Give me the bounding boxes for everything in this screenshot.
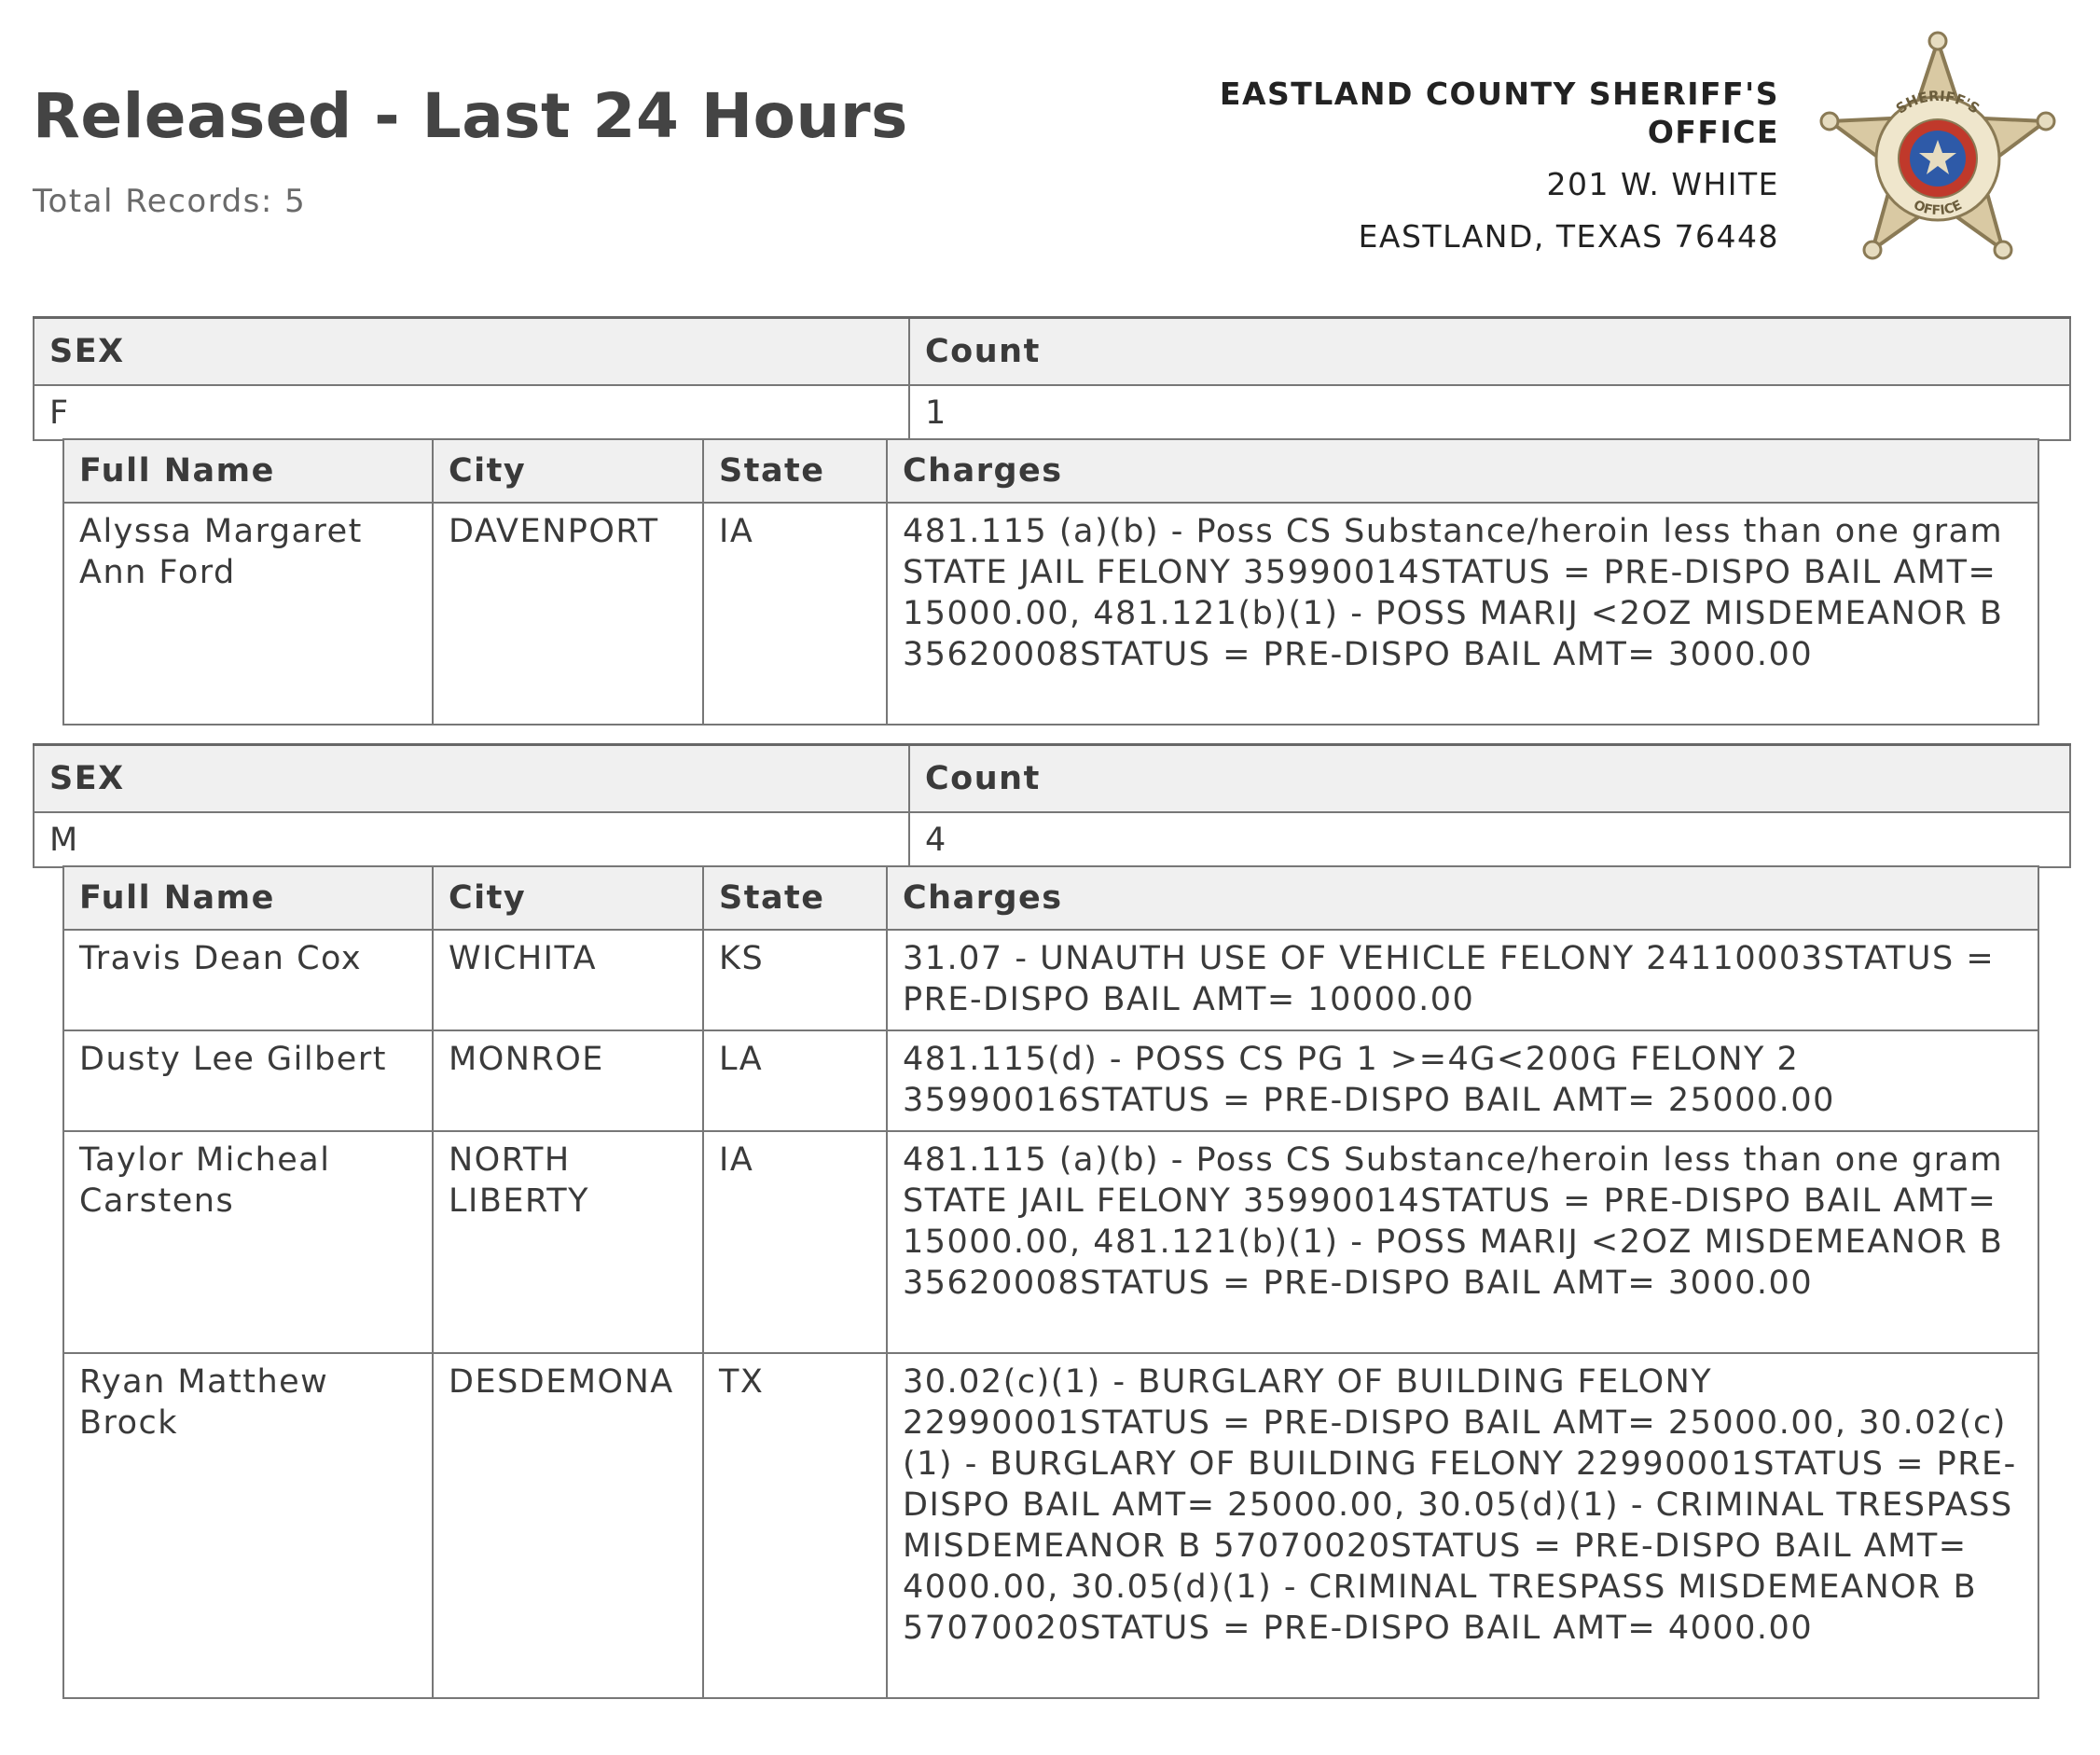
state-cell: IA	[703, 503, 887, 725]
seal-text-top: SHERIFF'S	[1892, 87, 1983, 117]
city-cell: DAVENPORT	[433, 503, 703, 725]
sex-value: M	[34, 812, 909, 867]
city-header: City	[433, 866, 703, 930]
sex-summary-table	[33, 743, 2071, 868]
state-cell: IA	[703, 1131, 887, 1353]
release-detail-table	[62, 438, 2039, 725]
state-header: State	[703, 866, 887, 930]
full-name-cell: Dusty Lee Gilbert	[63, 1030, 433, 1131]
full-name-cell: Taylor Micheal Carstens	[63, 1131, 433, 1353]
table-row	[63, 1131, 2038, 1353]
sex-summary-table	[33, 316, 2071, 441]
table-row	[63, 1353, 2038, 1698]
state-header: State	[703, 439, 887, 503]
sheriff-star-seal-icon	[1807, 28, 2068, 287]
charges-header: Charges	[887, 866, 2038, 930]
agency-name: EASTLAND COUNTY SHERIFF'S OFFICE	[1219, 76, 1779, 150]
state-cell: KS	[703, 930, 887, 1030]
charges-cell: 30.02(c)(1) - BURGLARY OF BUILDING FELONY 22990001STATUS = PRE-DISPO BAIL AMT= 25000.00, 30.02(c)(1) - BURGLARY OF BUILDING FELONY 22990001STATUS = PRE-DISPO BAIL AMT= 25000.00, 30.05(d)(1) - CRIMINAL TRESPASS MISDEMEANOR B 57070020STATUS = PRE-DISPO BAIL AMT= 4000.00, 30.05(d)(1) - CRIMINAL TRESPASS MISDEMEANOR B 57070020STATUS = PRE-DISPO BAIL AMT= 4000.00	[887, 1353, 2038, 1698]
sex-header: SEX	[34, 745, 909, 813]
count-value: 4	[909, 812, 2070, 867]
table-row	[63, 503, 2038, 725]
state-cell: LA	[703, 1030, 887, 1131]
city-cell: NORTH LIBERTY	[433, 1131, 703, 1353]
full-name-cell: Ryan Matthew Brock	[63, 1353, 433, 1698]
charges-cell: 481.115 (a)(b) - Poss CS Substance/heroin less than one gram STATE JAIL FELONY 35990014STATUS = PRE-DISPO BAIL AMT= 15000.00, 481.121(b)(1) - POSS MARIJ <2OZ MISDEMEANOR B 35620008STATUS = PRE-DISPO BAIL AMT= 3000.00	[887, 503, 2038, 725]
charges-cell: 481.115 (a)(b) - Poss CS Substance/heroin less than one gram STATE JAIL FELONY 35990014STATUS = PRE-DISPO BAIL AMT= 15000.00, 481.121(b)(1) - POSS MARIJ <2OZ MISDEMEANOR B 35620008STATUS = PRE-DISPO BAIL AMT= 3000.00	[887, 1131, 2038, 1353]
agency-address-line2: EASTLAND, TEXAS 76448	[1358, 218, 1779, 255]
total-records: Total Records: 5	[33, 183, 307, 220]
charges-cell: 481.115(d) - POSS CS PG 1 >=4G<200G FELONY 2 35990016STATUS = PRE-DISPO BAIL AMT= 25000.00	[887, 1030, 2038, 1131]
full-name-cell: Travis Dean Cox	[63, 930, 433, 1030]
city-header: City	[433, 439, 703, 503]
city-cell: DESDEMONA	[433, 1353, 703, 1698]
table-row	[63, 930, 2038, 1030]
seal-text-bottom: OFFICE	[1911, 197, 1965, 219]
count-header: Count	[909, 745, 2070, 813]
charges-header: Charges	[887, 439, 2038, 503]
agency-address-line1: 201 W. WHITE	[1546, 166, 1779, 202]
release-detail-table	[62, 865, 2039, 1699]
page-title: Released - Last 24 Hours	[33, 80, 908, 152]
state-cell: TX	[703, 1353, 887, 1698]
charges-cell: 31.07 - UNAUTH USE OF VEHICLE FELONY 24110003STATUS = PRE-DISPO BAIL AMT= 10000.00	[887, 930, 2038, 1030]
city-cell: WICHITA	[433, 930, 703, 1030]
count-value: 1	[909, 385, 2070, 440]
table-row	[63, 1030, 2038, 1131]
count-header: Count	[909, 318, 2070, 386]
city-cell: MONROE	[433, 1030, 703, 1131]
sex-value: F	[34, 385, 909, 440]
full-name-cell: Alyssa Margaret Ann Ford	[63, 503, 433, 725]
full-name-header: Full Name	[63, 866, 433, 930]
full-name-header: Full Name	[63, 439, 433, 503]
sex-header: SEX	[34, 318, 909, 386]
